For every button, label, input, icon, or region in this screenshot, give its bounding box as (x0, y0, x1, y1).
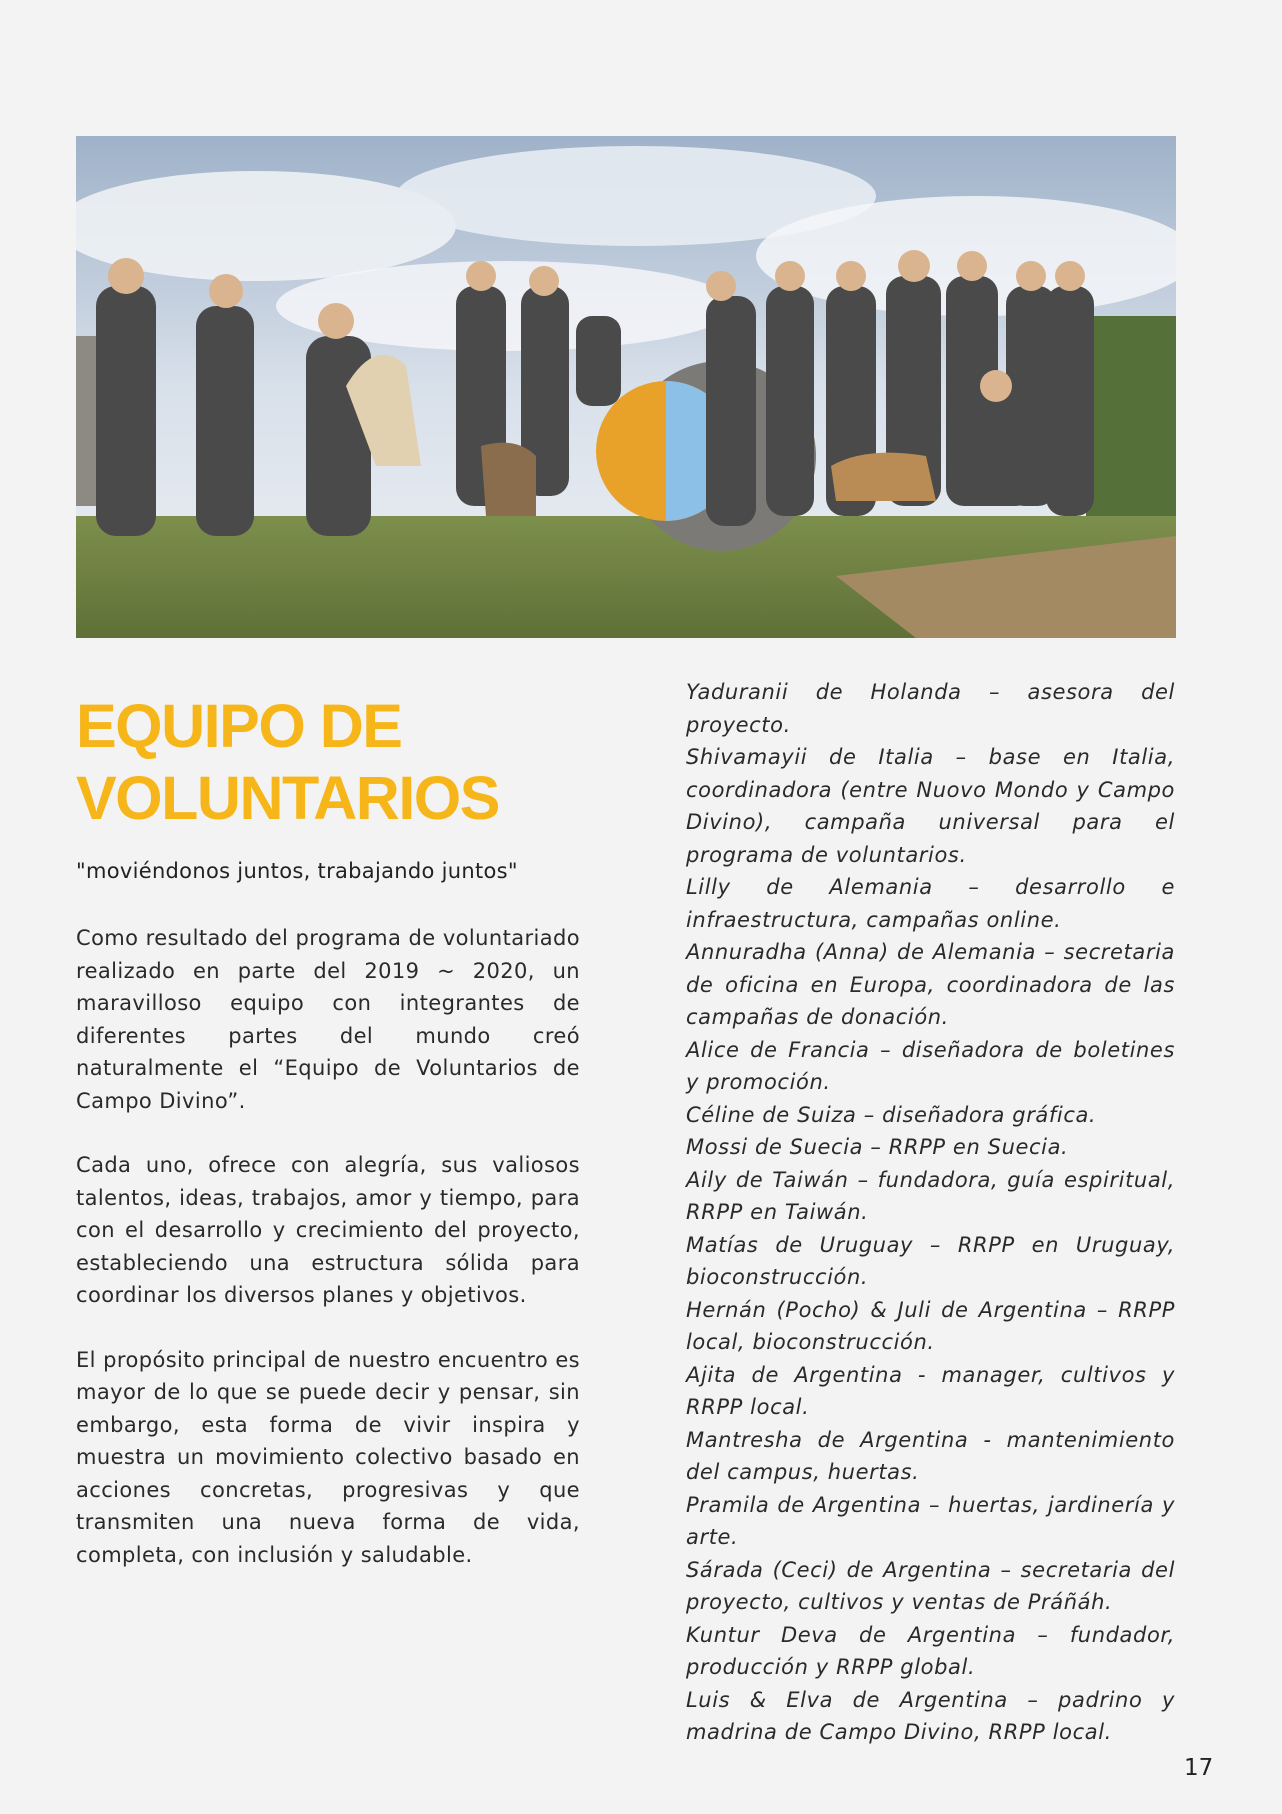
paragraph-1: Como resultado del programa de voluntariado realizado en parte del 2019 ~ 2020, un maravilloso equipo con integrantes de diferentes partes del mundo creó naturalmente el “Equipo de Voluntarios de Campo Divino”. (76, 926, 580, 1113)
page-number: 17 (1184, 1755, 1214, 1781)
volunteer-list (686, 676, 1175, 1749)
intro-text (76, 922, 580, 1603)
volunteer-item: Yaduranii de Holanda – asesora del proyecto. (686, 680, 1175, 737)
volunteer-item: Shivamayii de Italia – base en Italia, coordinadora (entre Nuovo Mondo y Campo Divino), campaña universal para el programa de voluntarios. (686, 745, 1175, 867)
volunteer-item: Kuntur Deva de Argentina – fundador, producción y RRPP global. (686, 1622, 1175, 1679)
volunteer-item: Mossi de Suecia – RRPP en Suecia. (686, 1135, 1069, 1159)
volunteer-item: Céline de Suiza – diseñadora gráfica. (686, 1102, 1097, 1127)
section-title (76, 690, 636, 834)
volunteer-item: Lilly de Alemania – desarrollo e infraestructura, campañas online. (686, 875, 1175, 932)
volunteer-item: Pramila de Argentina – huertas, jardinería y arte. (686, 1492, 1175, 1549)
title-line-1: EQUIPO DE (76, 692, 402, 760)
group-photo (76, 136, 1176, 638)
group-photo-of-volunteers-icon (76, 136, 1176, 638)
volunteer-item: Luis & Elva de Argentina – padrino y madrina de Campo Divino, RRPP local. (686, 1687, 1175, 1744)
volunteer-item: Mantresha de Argentina - mantenimiento del campus, huertas. (686, 1427, 1175, 1484)
title-line-2: VOLUNTARIOS (76, 764, 499, 832)
motto: "moviéndonos juntos, trabajando juntos" (76, 859, 518, 883)
paragraph-2: Cada uno, ofrece con alegría, sus valiosos talentos, ideas, trabajos, amor y tiempo, para con el desarrollo y crecimiento del proyecto, estableciendo una estructura sólida para coordinar los diversos planes y objetivos. (76, 1153, 580, 1307)
volunteer-item: Sárada (Ceci) de Argentina – secretaria del proyecto, cultivos y ventas de Práñáh. (686, 1557, 1175, 1614)
volunteer-item: Matías de Uruguay – RRPP en Uruguay, bioconstrucción. (686, 1232, 1175, 1289)
volunteer-item: Aily de Taiwán – fundadora, guía espiritual, RRPP en Taiwán. (686, 1167, 1175, 1224)
volunteer-item: Ajita de Argentina - manager, cultivos y RRPP local. (686, 1362, 1175, 1419)
volunteer-item: Alice de Francia – diseñadora de boletines y promoción. (686, 1037, 1175, 1094)
volunteer-item: Annuradha (Anna) de Alemania – secretaria de oficina en Europa, coordinadora de las campañas de donación. (686, 940, 1175, 1029)
volunteer-item: Hernán (Pocho) & Juli de Argentina – RRPP local, bioconstrucción. (686, 1297, 1175, 1354)
paragraph-3: El propósito principal de nuestro encuentro es mayor de lo que se puede decir y pensar, sin embargo, esta forma de vivir inspira y muestra un movimiento colectivo basado en acciones concretas, progresivas y que transmiten una nueva forma de vida, completa, con inclusión y saludable. (76, 1347, 580, 1567)
